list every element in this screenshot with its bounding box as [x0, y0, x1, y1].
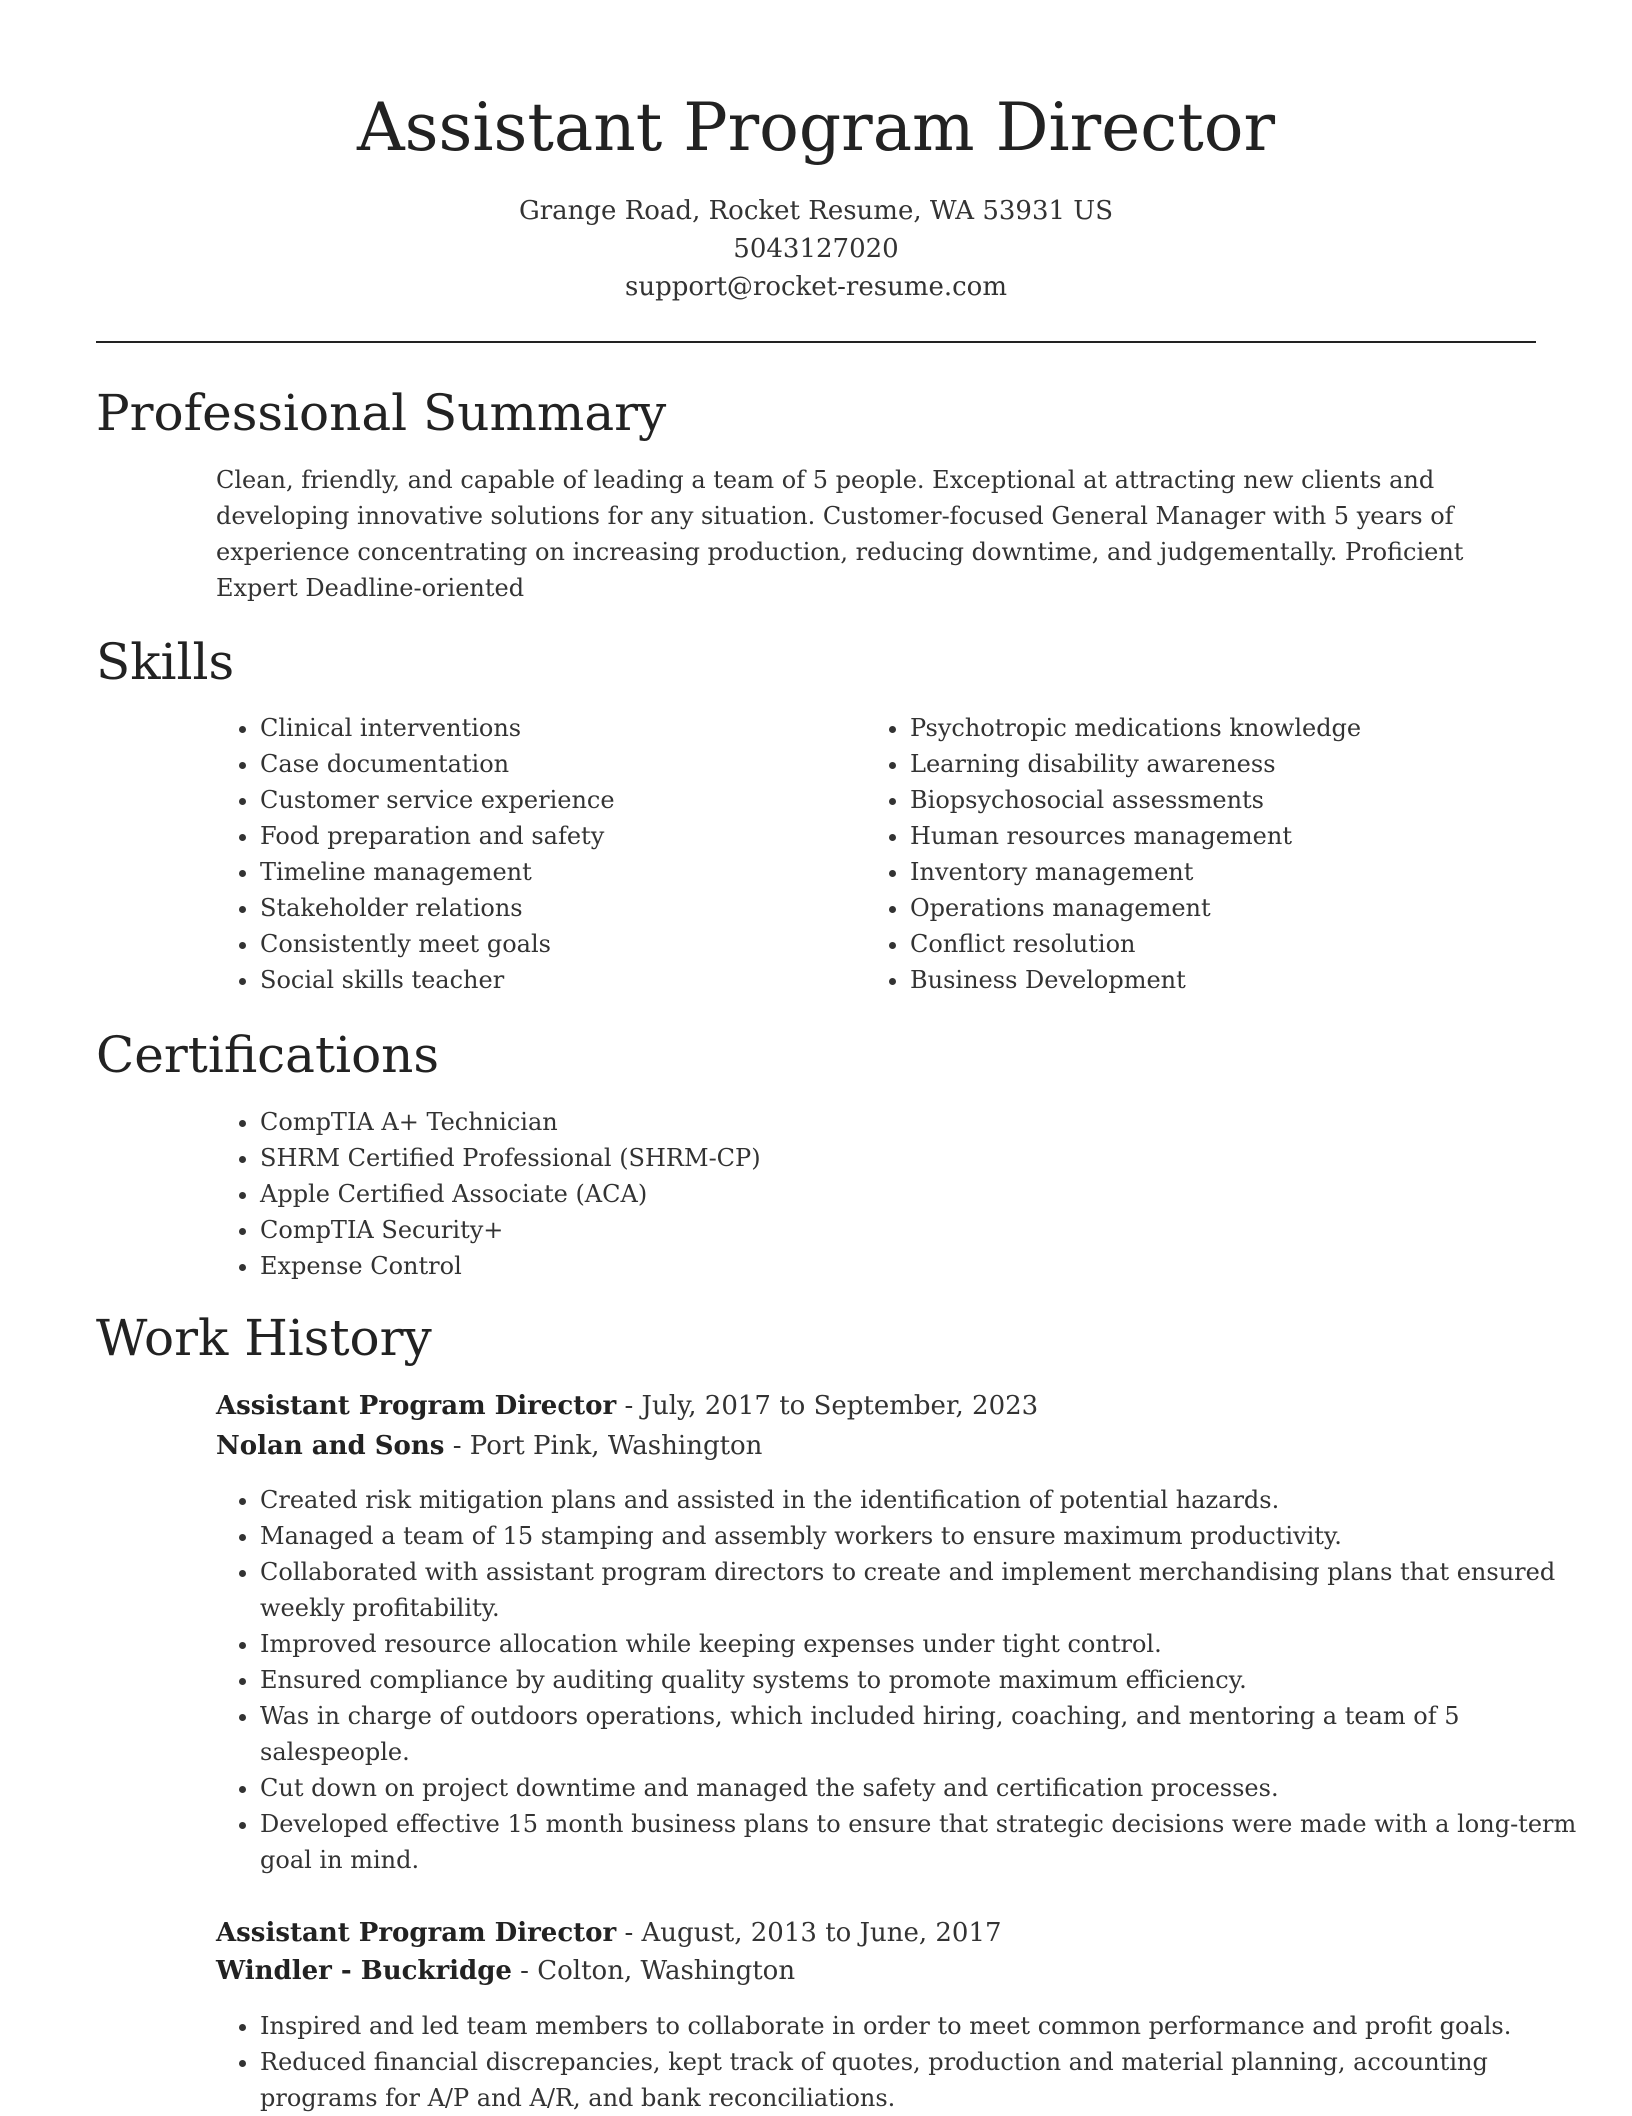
job-bullet: • Was in charge of outdoors operations, which included hiring, coaching, and mentoring a team of 5 salespeople.	[260, 1698, 1580, 1770]
job-role: Assistant Program Director	[216, 1391, 617, 1421]
job-location: - Colton, Washington	[511, 1956, 796, 1986]
job-bullet: • Collaborated with assistant program directors to create and implement merchandising plans that ensured weekly profitability.	[260, 1554, 1580, 1626]
skill-item: • Stakeholder relations	[260, 890, 860, 926]
job-bullets	[216, 1482, 1580, 1878]
certification-item: • CompTIA Security+	[260, 1212, 1580, 1248]
contact-block	[0, 192, 1632, 306]
job-dates: - August, 2013 to June, 2017	[616, 1918, 1002, 1948]
skill-item: • Conflict resolution	[910, 926, 1580, 962]
skill-item: • Psychotropic medications knowledge	[910, 710, 1580, 746]
skill-item: • Operations management	[910, 890, 1580, 926]
section-title-certifications: Certifications	[96, 1026, 440, 1084]
job-bullet: • Ensured compliance by auditing quality systems to promote maximum efficiency.	[260, 1662, 1580, 1698]
skill-item: • Timeline management	[260, 854, 860, 890]
job-dates: - July, 2017 to September, 2023	[616, 1391, 1039, 1421]
certifications-list	[216, 1104, 1580, 1284]
job-role: Assistant Program Director	[216, 1918, 617, 1948]
job-bullet: • Developed effective 15 month business plans to ensure that strategic decisions were made with a long-term goal in mind.	[260, 1806, 1580, 1878]
job-bullet: • Managed a team of 15 stamping and assembly workers to ensure maximum productivity.	[260, 1518, 1580, 1554]
skill-item: • Learning disability awareness	[910, 746, 1580, 782]
section-title-skills: Skills	[96, 633, 235, 691]
certification-item: • Apple Certified Associate (ACA)	[260, 1176, 1580, 1212]
job-title-line	[216, 1914, 1002, 1953]
job-company-line	[216, 1952, 795, 1991]
certification-item: • CompTIA A+ Technician	[260, 1104, 1580, 1140]
job-bullet: • Improved resource allocation while keeping expenses under tight control.	[260, 1626, 1580, 1662]
skills-list-right	[866, 710, 1580, 998]
summary-text: Clean, friendly, and capable of leading a team of 5 people. Exceptional at attracting new clients and developing innovative solutions for any situation. Customer-focused General Manager with 5 years of experience concentrating on increasing production, reducing downtime, and judgementally. Proficient Expert Deadline-oriented	[216, 466, 1464, 602]
certification-item: • SHRM Certified Professional (SHRM-CP)	[260, 1140, 1580, 1176]
job-bullet: • Reduced financial discrepancies, kept track of quotes, production and material planning, accounting programs for A/P and A/R, and bank reconciliations.	[260, 2044, 1580, 2116]
job-company-line	[216, 1427, 762, 1466]
job-bullet: • Cut down on project downtime and managed the safety and certification processes.	[260, 1770, 1580, 1806]
section-title-work-history: Work History	[96, 1309, 432, 1367]
resume-name: Assistant Program Director	[356, 89, 1276, 166]
contact-address: Grange Road, Rocket Resume, WA 53931 US	[518, 196, 1114, 226]
skill-item: • Food preparation and safety	[260, 818, 860, 854]
job-bullet: • Created risk mitigation plans and assisted in the identification of potential hazards.	[260, 1482, 1580, 1518]
section-title-summary: Professional Summary	[96, 384, 667, 442]
contact-phone: 5043127020	[733, 234, 899, 264]
header-divider	[96, 341, 1536, 343]
skill-item: • Customer service experience	[260, 782, 860, 818]
certification-item: • Expense Control	[260, 1248, 1580, 1284]
job-title-line	[216, 1387, 1038, 1426]
job-location: - Port Pink, Washington	[444, 1431, 763, 1461]
job-bullets	[216, 2008, 1580, 2116]
skill-item: • Consistently meet goals	[260, 926, 860, 962]
skill-item: • Business Development	[910, 962, 1580, 998]
job-company: Windler - Buckridge	[216, 1956, 512, 1986]
skill-item: • Social skills teacher	[260, 962, 860, 998]
contact-email: support@rocket-resume.com	[624, 272, 1007, 302]
skill-item: • Clinical interventions	[260, 710, 860, 746]
skill-item: • Biopsychosocial assessments	[910, 782, 1580, 818]
job-bullet: • Inspired and led team members to collaborate in order to meet common performance and profit goals.	[260, 2008, 1580, 2044]
skill-item: • Human resources management	[910, 818, 1580, 854]
job-company: Nolan and Sons	[216, 1431, 445, 1461]
skills-list-left	[216, 710, 860, 998]
skill-item: • Case documentation	[260, 746, 860, 782]
skill-item: • Inventory management	[910, 854, 1580, 890]
